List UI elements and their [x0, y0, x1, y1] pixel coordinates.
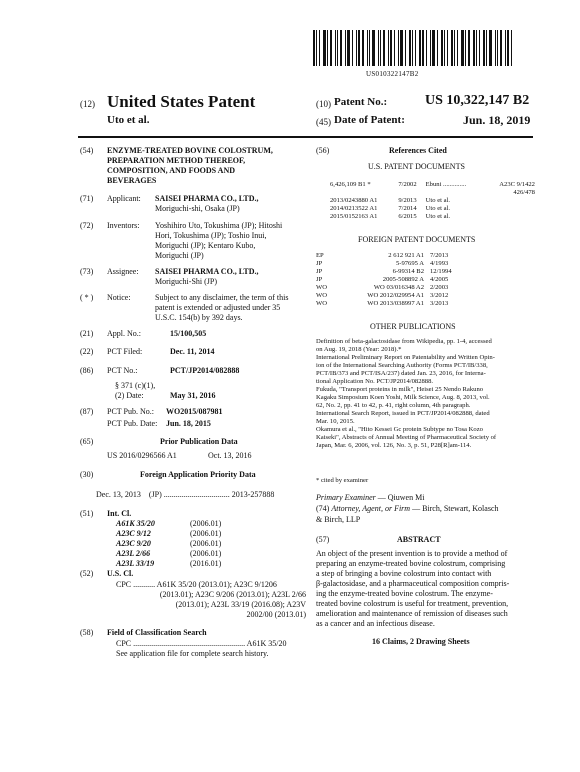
- abstract-line: preparing an enzyme-treated bovine colostrum, comprising: [316, 559, 506, 568]
- barcode-bar: [319, 30, 320, 66]
- code-10: (10): [316, 99, 331, 109]
- foreign-doc-row: JP 2005-508892 A 4/2005: [316, 276, 449, 283]
- date-of-patent-label: Date of Patent:: [334, 114, 405, 126]
- pct-pub-date-label: PCT Pub. Date:: [107, 419, 158, 428]
- applicant: SAISEI PHARMA CO., LTD., Moriguchi-shi, Osaka (JP): [155, 194, 259, 213]
- foreign-priority-heading: Foreign Application Priority Data: [140, 470, 256, 479]
- pct-pub-date: Jun. 18, 2015: [166, 419, 211, 428]
- prior-date: Oct. 13, 2016: [208, 451, 252, 460]
- code-56: (56): [316, 146, 330, 155]
- intcl-list: A61K 35/20 (2006.01) A23C 9/12 (2006.01) A23C 9/20 (2006.01) A23L 2/66 (2006.01) A23L 33/19 (2016.01): [116, 519, 222, 568]
- barcode-bar: [398, 30, 399, 66]
- other-pub-line: on Aug. 19, 2018 (Year: 2018).*: [316, 346, 402, 353]
- barcode-bar: [390, 30, 392, 66]
- barcode-bar: [476, 30, 477, 66]
- barcode-bar: [422, 30, 424, 66]
- barcode-bar: [372, 30, 375, 66]
- s371-label: § 371 (c)(1),: [115, 381, 156, 390]
- us-doc-row: 2014/0213522 A1 7/2014 Uto et al.: [330, 205, 451, 212]
- us-doc-row: 426/478: [513, 189, 535, 196]
- foreign-doc-row: WO WO 2012/029954 A1 3/2012: [316, 292, 449, 299]
- abstract-line: a step of bringing a bovine colostrum into contact with: [316, 569, 492, 578]
- code-21: (21): [80, 329, 94, 338]
- notice-label: Notice:: [107, 293, 131, 302]
- applicant-label: Applicant:: [107, 194, 141, 203]
- barcode-bar: [468, 30, 470, 66]
- other-pub-line: Kaiseki", Abstracts of Annual Meeting of Pharmaceutical Society of: [316, 434, 497, 441]
- barcode-bar: [473, 30, 475, 66]
- barcode-bar: [340, 30, 342, 66]
- barcode-bar: [419, 30, 421, 66]
- barcode-bar: [495, 30, 496, 66]
- examiner: Primary Examiner — Qiuwen Mi: [316, 493, 425, 502]
- pct-no: PCT/JP2014/082888: [170, 366, 240, 375]
- barcode-number: US010322147B2: [366, 70, 419, 78]
- barcode-bar: [394, 30, 395, 66]
- us-doc-row: 2013/0243880 A1 9/2013 Uto et al.: [330, 197, 451, 204]
- pct-pub-no: WO2015/087981: [166, 407, 223, 416]
- field-heading: Field of Classification Search: [107, 628, 207, 637]
- barcode-bar: [437, 30, 438, 66]
- barcode-bar: [489, 30, 492, 66]
- appl-no-label: Appl. No.:: [107, 329, 141, 338]
- barcode-bar: [356, 30, 357, 66]
- barcode-bar: [369, 30, 370, 66]
- us-doc-row: 6,426,109 B1 * 7/2002 Ebuni .............. A23C 9/1422: [330, 181, 535, 188]
- barcode-bar: [415, 30, 416, 66]
- barcode-bar: [405, 30, 406, 66]
- attorney-2: & Birch, LLP: [316, 515, 361, 524]
- barcode-bar: [461, 30, 464, 66]
- other-pub-line: Fukuda, "Transport proteins in milk", Heisei 25 Nendo Rakuno: [316, 386, 484, 393]
- header-rule: [78, 136, 533, 138]
- other-pub-line: International Search Report, issued in PCT/JP2014/082888, dated: [316, 410, 490, 417]
- barcode-bar: [497, 30, 498, 66]
- barcode-bar: [367, 30, 368, 66]
- patent-number: US 10,322,147 B2: [425, 93, 530, 108]
- barcode-bar: [400, 30, 403, 66]
- attorney: (74) Attorney, Agent, or Firm — Birch, Stewart, Kolasch: [316, 504, 499, 513]
- code-65: (65): [80, 437, 94, 446]
- code-45: (45): [316, 117, 331, 127]
- other-pub-line: Japan, Mar. 6, 2006, vol. 126, No. 3, p. 51, P28[R]am-114.: [316, 442, 472, 449]
- abstract-heading: ABSTRACT: [397, 535, 441, 544]
- barcode-bar: [383, 30, 385, 66]
- other-pub-line: Kagaku Simposium Koen Yoshi, Milk Science, Aug. 8, 2013, vol.: [316, 394, 490, 401]
- barcode-bar: [327, 30, 328, 66]
- code-notice: ( * ): [80, 293, 94, 302]
- barcode-bar: [378, 30, 379, 66]
- field-cpc: CPC ........................................................ A61K 35/20: [116, 639, 287, 648]
- s371-date: May 31, 2016: [170, 391, 216, 400]
- s371-date-label: (2) Date:: [115, 391, 144, 400]
- barcode-bar: [335, 30, 336, 66]
- barcode-bar: [347, 30, 350, 66]
- foreign-docs-heading: FOREIGN PATENT DOCUMENTS: [358, 235, 476, 244]
- foreign-doc-row: JP 6-99314 B2 12/1994: [316, 268, 452, 275]
- barcode-bar: [430, 30, 431, 66]
- other-pubs-heading: OTHER PUBLICATIONS: [370, 322, 456, 331]
- abstract-line: β-galactosidase, and a pharmaceutical composition compris-: [316, 579, 510, 588]
- pct-pub-label: PCT Pub. No.:: [107, 407, 154, 416]
- abstract-line: ing the enzyme-treated bovine colostrum. The enzyme-: [316, 589, 493, 598]
- claims-line: 16 Claims, 2 Drawing Sheets: [372, 637, 470, 646]
- abstract-line: amelioration and maintenance of remission of diseases such: [316, 609, 508, 618]
- inventors: Yoshihiro Uto, Tokushima (JP); Hitoshi Hori, Tokushima (JP); Toshio Inui, Moriguchi (JP); Kentaro Kubo, Moriguchi (JP): [155, 221, 283, 260]
- references-heading: References Cited: [389, 146, 447, 155]
- cpc-classes: CPC ........... A61K 35/20 (2013.01); A23C 9/1206 (2013.01); A23C 9/206 (2013.01); A23L 2/66 (2013.01); A23L 33/19 (2016.08); A23V 2002/00 (2013.01): [116, 580, 306, 619]
- barcode-bar: [358, 30, 360, 66]
- assignee: SAISEI PHARMA CO., LTD., Moriguchi-Shi (JP): [155, 267, 259, 286]
- barcode-bar: [441, 30, 443, 66]
- field-note: See application file for complete search history.: [116, 649, 269, 658]
- barcode-bar: [432, 30, 435, 66]
- prior-heading: Prior Publication Data: [160, 437, 238, 446]
- code-72: (72): [80, 221, 94, 230]
- intcl-heading: Int. Cl.: [107, 509, 132, 518]
- foreign-doc-row: WO WO 2013/038997 A1 3/2013: [316, 300, 449, 307]
- us-docs-heading: U.S. PATENT DOCUMENTS: [368, 162, 465, 171]
- barcode-bar: [483, 30, 485, 66]
- foreign-doc-row: EP 2 612 921 A1 7/2013: [316, 252, 449, 259]
- code-54: (54): [80, 146, 94, 155]
- barcode-bar: [388, 30, 389, 66]
- barcode-bar: [337, 30, 338, 66]
- prior-pub: US 2016/0296566 A1: [107, 451, 177, 460]
- barcode-bar: [352, 30, 353, 66]
- inventors-label: Inventors:: [107, 221, 140, 230]
- cited-note: * cited by examiner: [316, 477, 369, 484]
- code-12: (12): [80, 99, 95, 109]
- barcode-bar: [316, 30, 317, 66]
- code-87: (87): [80, 407, 94, 416]
- barcode-bar: [457, 30, 458, 66]
- other-pub-line: ion of the International Searching Authority (Forms PCT/IB/338,: [316, 362, 488, 369]
- barcode-bar: [454, 30, 455, 66]
- barcode-bar: [409, 30, 411, 66]
- inventor-short: Uto et al.: [107, 114, 150, 126]
- foreign-docs-table: [316, 252, 526, 308]
- code-57: (57): [316, 535, 330, 544]
- barcode: [313, 30, 518, 66]
- uscl-heading: U.S. Cl.: [107, 569, 134, 578]
- pct-no-label: PCT No.:: [107, 366, 138, 375]
- other-pub-line: 62, No. 2, pp. 41 to 42, p. 41, right column, 4th paragraph.: [316, 402, 471, 409]
- pct-filed-label: PCT Filed:: [107, 347, 143, 356]
- other-pub-line: International Preliminary Report on Patentability and Written Opin-: [316, 354, 495, 361]
- invention-title: ENZYME-TREATED BOVINE COLOSTRUM, PREPARATION METHOD THEREOF, COMPOSITION, AND FOODS AND BEVERAGES: [107, 146, 273, 185]
- barcode-bar: [380, 30, 381, 66]
- foreign-doc-row: JP 5-97695 A 4/1993: [316, 260, 449, 267]
- barcode-bar: [345, 30, 346, 66]
- barcode-bar: [451, 30, 453, 66]
- other-pub-line: PCT/IB/373 and PCT/ISA/237) dated Jan. 23, 2016, for Interna-: [316, 370, 486, 377]
- abstract-line: as a cancer and an infectious disease.: [316, 619, 435, 628]
- pct-filed: Dec. 11, 2014: [170, 347, 215, 356]
- barcode-bar: [447, 30, 448, 66]
- other-pub-line: Okamura et al., "Hito Kessei Gc protein Subtype no Tosa Kozo: [316, 426, 483, 433]
- us-docs-table: [330, 181, 535, 221]
- other-pub-line: Definition of beta-galactosidase from Wikipedia, pp. 1-4, accessed: [316, 338, 492, 345]
- code-73: (73): [80, 267, 94, 276]
- assignee-label: Assignee:: [107, 267, 139, 276]
- barcode-bar: [465, 30, 466, 66]
- barcode-bar: [479, 30, 480, 66]
- code-52: (52): [80, 569, 94, 578]
- code-58: (58): [80, 628, 94, 637]
- patent-no-label: Patent No.:: [334, 96, 388, 108]
- other-pub-line: Mar. 10, 2015.: [316, 418, 355, 425]
- abstract-line: treated bovine colostrum is useful for treatment, prevention,: [316, 599, 509, 608]
- code-71: (71): [80, 194, 94, 203]
- barcode-bar: [486, 30, 487, 66]
- barcode-bar: [412, 30, 413, 66]
- barcode-bar: [426, 30, 427, 66]
- code-51: (51): [80, 509, 94, 518]
- code-86: (86): [80, 366, 94, 375]
- barcode-bar: [313, 30, 315, 66]
- date-of-patent: Jun. 18, 2019: [463, 113, 531, 127]
- barcode-bar: [511, 30, 512, 66]
- barcode-bar: [507, 30, 509, 66]
- barcode-bar: [444, 30, 445, 66]
- foreign-priority: Dec. 13, 2013 (JP) ................................. 2013-257888: [96, 490, 275, 499]
- barcode-bar: [505, 30, 506, 66]
- barcode-bar: [362, 30, 364, 66]
- abstract-text: [316, 549, 534, 629]
- barcode-bar: [500, 30, 502, 66]
- appl-no: 15/100,505: [170, 329, 207, 338]
- code-22: (22): [80, 347, 94, 356]
- us-doc-row: 2015/0152163 A1 6/2015 Uto et al.: [330, 213, 451, 220]
- other-pubs: [316, 338, 534, 450]
- abstract-line: An object of the present invention is to provide a method of: [316, 549, 508, 558]
- notice-text: Subject to any disclaimer, the term of this patent is extended or adjusted under 35 U.S.C. 154(b) by 392 days.: [155, 293, 289, 322]
- other-pub-line: tional Application No. PCT/JP2014/082888.: [316, 378, 434, 385]
- barcode-bar: [323, 30, 326, 66]
- code-30: (30): [80, 470, 94, 479]
- foreign-doc-row: WO WO 03/016348 A2 2/2003: [316, 284, 449, 291]
- document-title: United States Patent: [107, 92, 256, 111]
- barcode-bar: [330, 30, 332, 66]
